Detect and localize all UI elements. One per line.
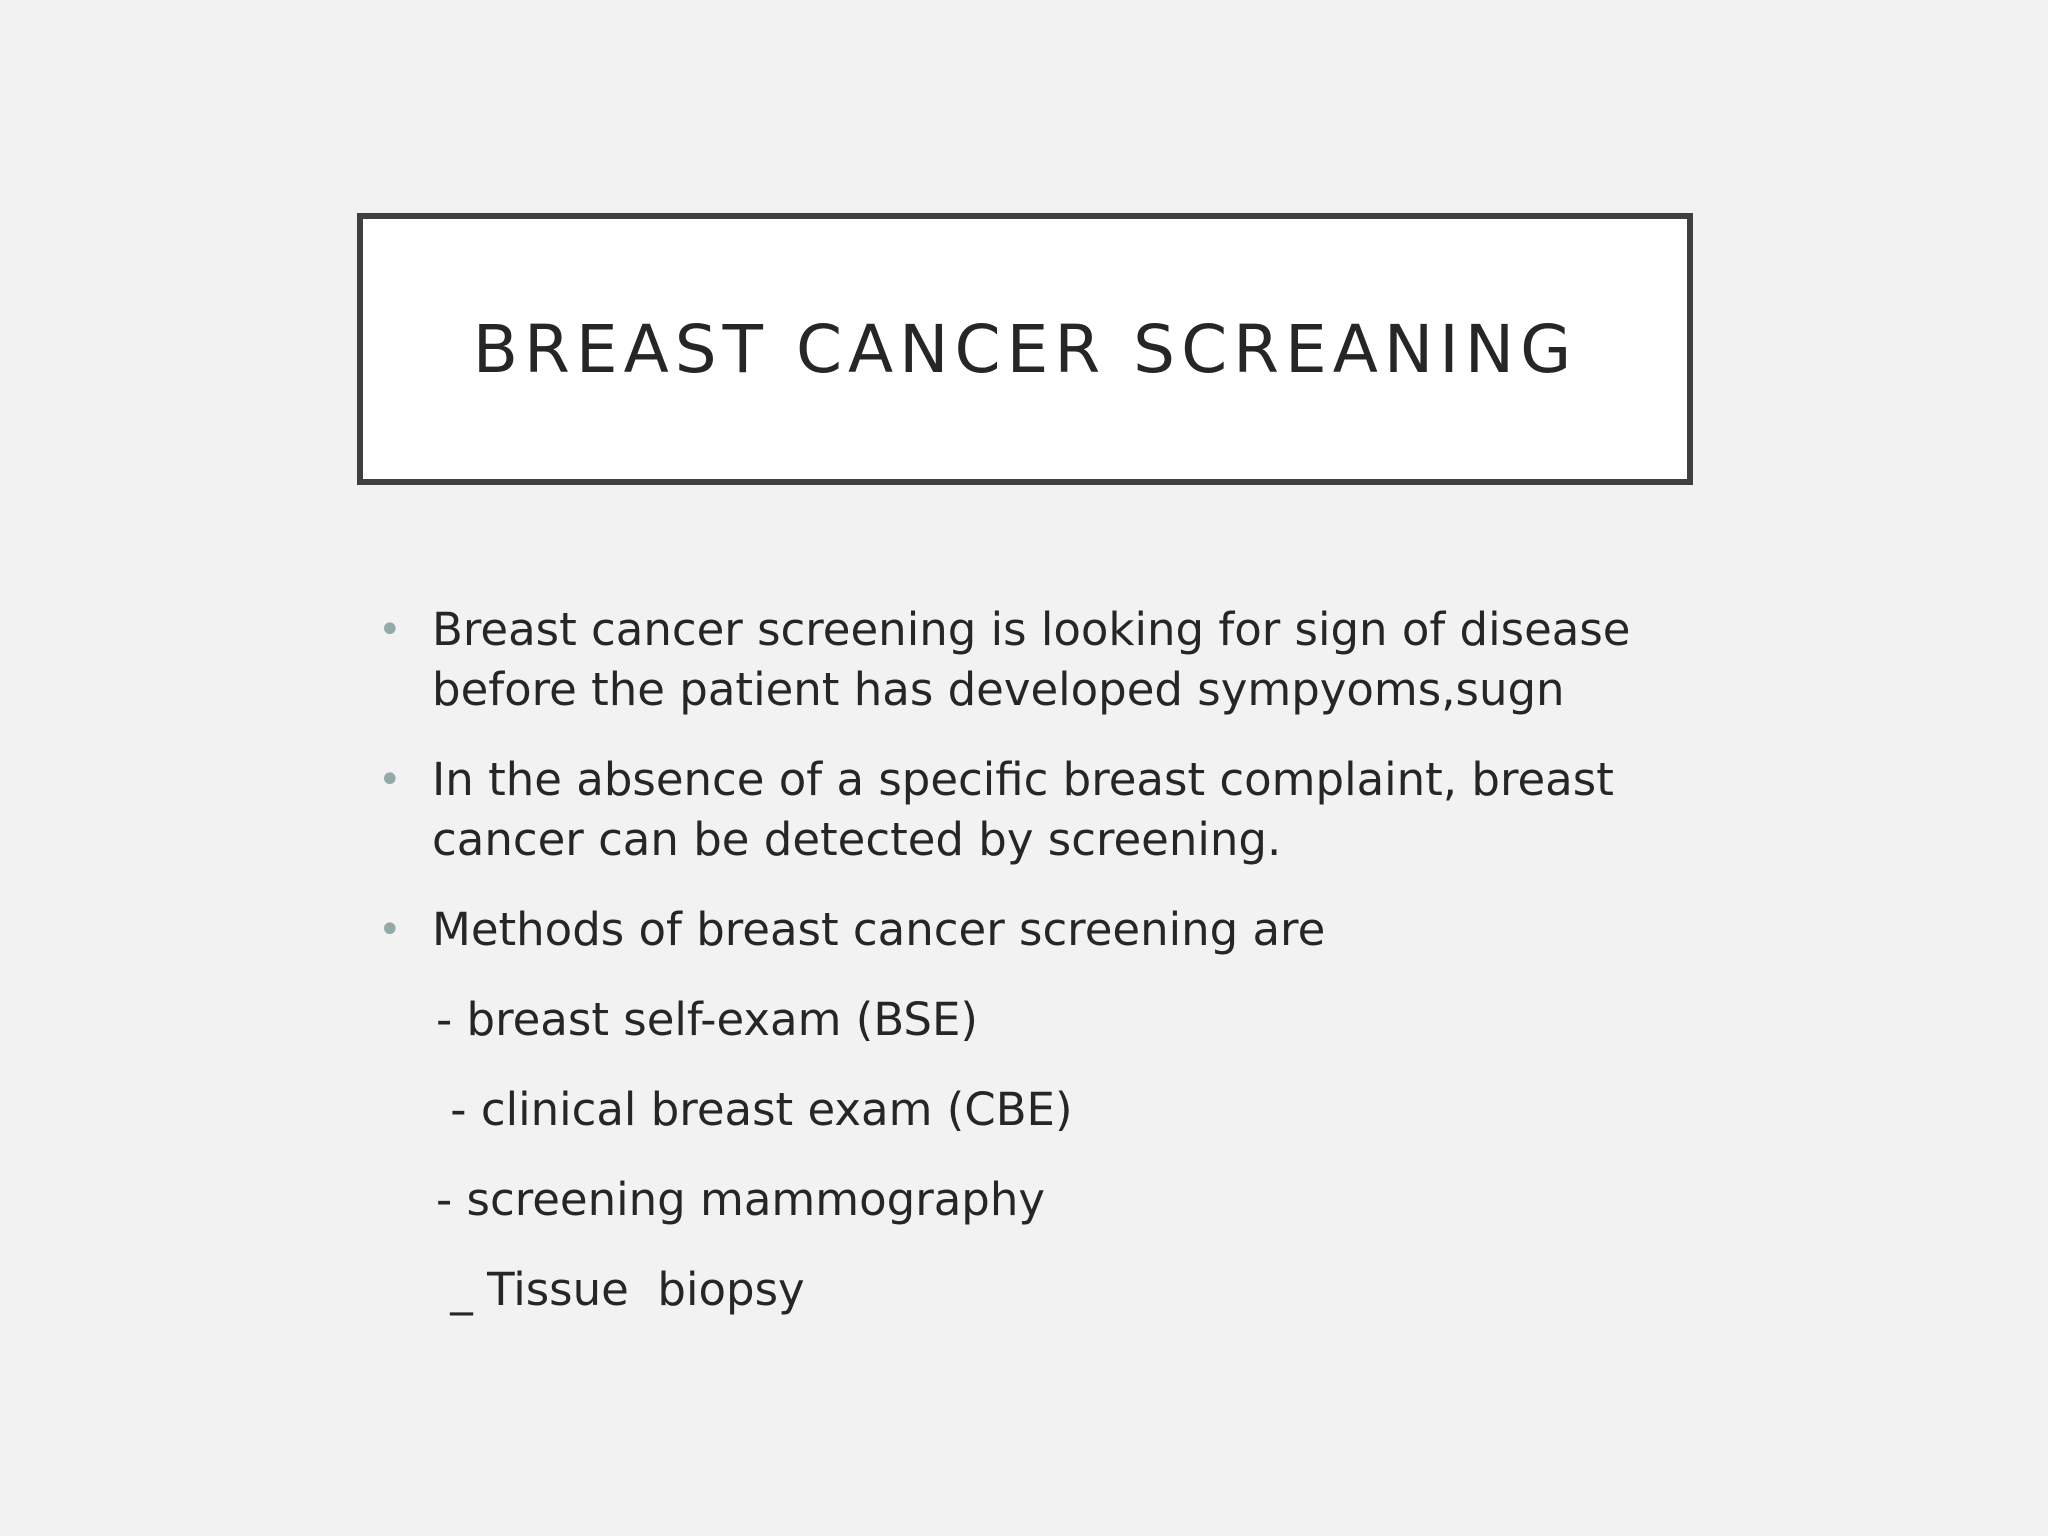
bullet-dot-icon: •: [378, 607, 402, 653]
bullet-item: [378, 750, 1692, 870]
bullet-item: [378, 900, 1698, 960]
sub-item: - breast self-exam (BSE): [436, 993, 978, 1046]
slide-title: BREAST CANCER SCREANING: [472, 310, 1578, 388]
bullet-text: Breast cancer screening is looking for sign of disease before the patient has developed sympyoms,sugn: [432, 603, 1631, 716]
bullet-dot-icon: •: [378, 907, 402, 953]
sub-item: _ Tissue biopsy: [436, 1263, 805, 1316]
bullet-item: [378, 600, 1712, 720]
title-box: [357, 213, 1693, 485]
slide-content: [378, 600, 1698, 1350]
sub-item: - clinical breast exam (CBE): [436, 1083, 1073, 1136]
sub-item: - screening mammography: [436, 1173, 1045, 1226]
bullet-dot-icon: •: [378, 757, 402, 803]
bullet-text: Methods of breast cancer screening are: [432, 903, 1326, 956]
bullet-text: In the absence of a specific breast complaint, breast cancer can be detected by screening.: [432, 753, 1614, 866]
